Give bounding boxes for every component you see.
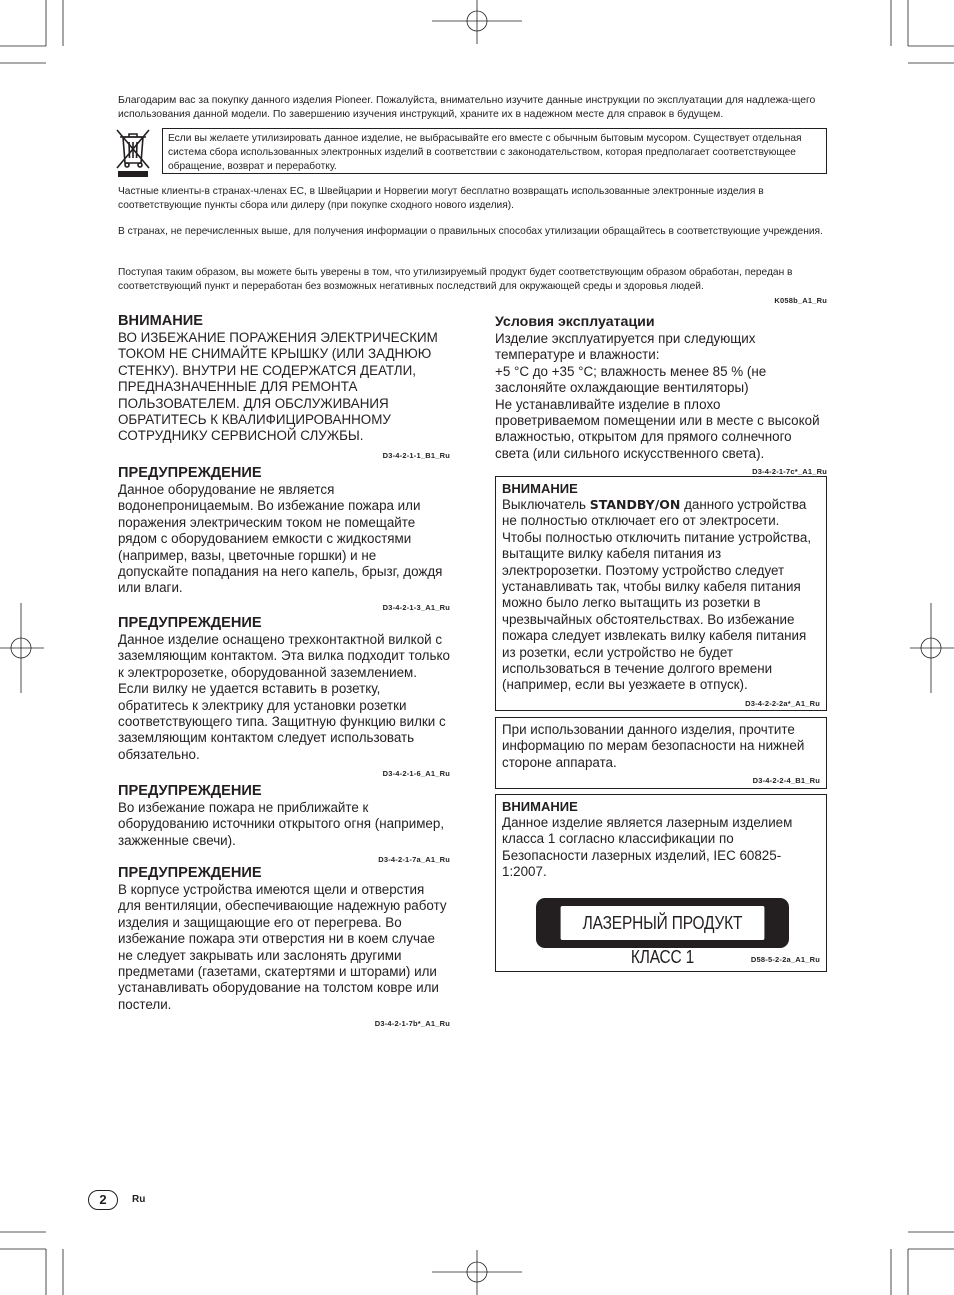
section-text: ВО ИЗБЕЖАНИЕ ПОРАЖЕНИЯ ЭЛЕКТРИЧЕСКИМ ТОКОМ НЕ СНИМАЙТЕ КРЫШКУ (ИЛИ ЗАДНЮЮ СТЕНКУ). ВНУТРИ НЕ СОДЕРЖАТСЯ ДЕАТЛИ, ПРЕДНАЗНАЧЕННЫЕ ДЛЯ РЕМОНТА ПОЛЬЗОВАТЕЛЕМ. ДЛЯ ОБСЛУЖИВАНИЯ ОБРАТИТЕСЬ К КВАЛИФИЦИРОВАННОМУ СОТРУДНИКУ СЕРВИСНОЙ СЛУЖБЫ. (118, 330, 438, 444)
section-text: В корпусе устройства имеются щели и отверстия для вентиляции, обеспечивающие надежную работу изделия и защищающие его от перегрева. Во избежание пожара эти отверстия ни в коем случае не следует закрывать или заслонять другими предметами (газетами, скатертями и шторами) или устанавливать оборудование на толстом ковре или постели. (118, 882, 447, 1012)
laser-class-label-text: ЛАЗЕРНЫЙ ПРОДУКТ КЛАСС 1 (561, 906, 765, 940)
section-text: Данное изделие оснащено трехконтактной вилкой с заземляющим контактом. Эта вилка подходит только к электророзетке, оборудованной заземлением. Если вилку не удается вставить в розетку, обратитесь к электрику для установки розетки соответствующего типа. Защитную функцию вилки с заземляющим контактом следует использовать обязательно. (118, 632, 450, 762)
operating-conditions-section (495, 314, 827, 481)
box-text-before: Выключатель (502, 497, 590, 512)
standby-caution-box (495, 476, 827, 711)
intro-thanks (118, 94, 858, 121)
weee-notice-box (162, 128, 827, 174)
other-countries-text: В странах, не перечисленных выше, для получения информации о правильных способах утилизации обращайтесь в соответствующие учреждения. (118, 226, 823, 237)
box-code: D58-5-2-2a_A1_Ru (750, 955, 820, 964)
section-heading: ПРЕДУПРЕЖДЕНИЕ (118, 783, 262, 799)
section-heading: ВНИМАНИЕ (118, 313, 204, 329)
weee-notice-text: Если вы желаете утилизировать данное изделие, не выбрасывайте его вместе с обычным бытовым мусором. Существует отдельная система сбора использованных электронных изделий в соответствии с законодательством, которая предполагает соответствующее обращение, возврат и переработку. (168, 133, 802, 172)
section-text: Данное оборудование не является водонепроницаемым. Во избежание пожара или поражения электрическим током не помещайте рядом с оборудованием емкости с жидкостями (например, вазы, цветочные горшки) и не допускайте попадания на него капель, брызг, дождя или влаги. (118, 482, 443, 596)
warning-section-4 (118, 783, 450, 869)
box-heading: ВНИМАНИЕ (502, 799, 578, 814)
page-number: 2 (88, 1190, 118, 1210)
section-code: D3-4-2-1-7a_A1_Ru (378, 855, 450, 865)
conditions-text-1: Изделие эксплуатируется при следующих температуре и влажности: (495, 331, 756, 363)
warning-section-2 (118, 465, 450, 616)
language-code: Ru (132, 1194, 146, 1205)
section-heading: Условия эксплуатации (495, 314, 655, 330)
intro-code: K058b_A1_Ru (774, 296, 827, 305)
section-code: D3-4-2-1-6_A1_Ru (382, 769, 450, 779)
box-text (502, 497, 820, 694)
safety-info-box (495, 717, 827, 789)
box-code: D3-4-2-2-2a*_A1_Ru (745, 698, 820, 708)
crossed-out-wheeled-bin-icon (113, 127, 153, 179)
box-text: При использовании данного изделия, прочтите информацию по мерам безопасности на нижней стороне аппарата. (502, 722, 805, 770)
box-text: Данное изделие является лазерным изделием класса 1 согласно классификации по Безопасности лазерных изделий, IEC 60825-1:2007. (502, 815, 793, 880)
section-text: Во избежание пожара не приближайте к оборудованию источники открытого огня (например, зажженные свечи). (118, 800, 445, 848)
section-heading: ПРЕДУПРЕЖДЕНИЕ (118, 615, 262, 631)
section-code: D3-4-2-1-7c*_A1_Ru (752, 467, 827, 477)
conditions-text-2: +5 °C до +35 °C; влажность менее 85 % (не заслоняйте охлаждающие вентиляторы) (495, 363, 767, 396)
laser-caution-box (495, 794, 827, 972)
warning-section-3 (118, 615, 450, 783)
box-heading: ВНИМАНИЕ (502, 481, 578, 496)
box-code: D3-4-2-2-4_B1_Ru (752, 776, 820, 786)
warning-section-5 (118, 865, 450, 1033)
section-heading: ПРЕДУПРЕЖДЕНИЕ (118, 465, 262, 481)
warning-section-1 (118, 313, 450, 464)
standby-switch-label: STANDBY/ON (589, 497, 681, 512)
section-code: D3-4-2-1-1_B1_Ru (382, 450, 450, 460)
intro-thanks-text: Благодарим вас за покупку данного изделия Pioneer. Пожалуйста, внимательно изучите данные инструкции по эксплуатации для надлежа-щего использования данной модели. По завершению изучения инструкций, храните их в надежном месте для справок в будущем. (118, 95, 816, 120)
private-clients-text: Частные клиенты-в странах-членах ЕС, в Швейцарии и Норвегии могут бесплатно возвращать использованные электронные изделия в соответствующие пункты сбора или дилеру (при покупке сходного нового изделия). (118, 186, 764, 211)
section-heading: ПРЕДУПРЕЖДЕНИЕ (118, 865, 262, 881)
box-text-after: данного устройства не полностью отключает его от электросети. Чтобы полностью отключить питание устройства, вытащите вилку кабеля питания из электророзетки. Поэтому устройство следует устанавливать так, чтобы вилку кабеля питания можно было легко вытащить из розетки в чрезвычайных обстоятельствах. Во избежание пожара следует извлекать вилку кабеля питания из розетки, если устройство не будет использоваться в течение долгого времени (например, если вы уезжаете в отпуск). (502, 497, 812, 693)
conditions-text-3: Не устанавливайте изделие в плохо проветриваемом помещении или в месте с высокой влажностью, открытом для прямого солнечного света (или сильного искусственного света). (495, 396, 820, 461)
section-code: D3-4-2-1-3_A1_Ru (382, 602, 450, 612)
assurance-text: Поступая таким образом, вы можете быть уверены в том, что утилизируемый продукт будет соответствующим образом обработан, передан в соответствующий пункт и переработан без возможных негативных последствий для окружающей среды и здоровья людей. (118, 267, 793, 292)
section-code: D3-4-2-1-7b*_A1_Ru (374, 1019, 450, 1029)
